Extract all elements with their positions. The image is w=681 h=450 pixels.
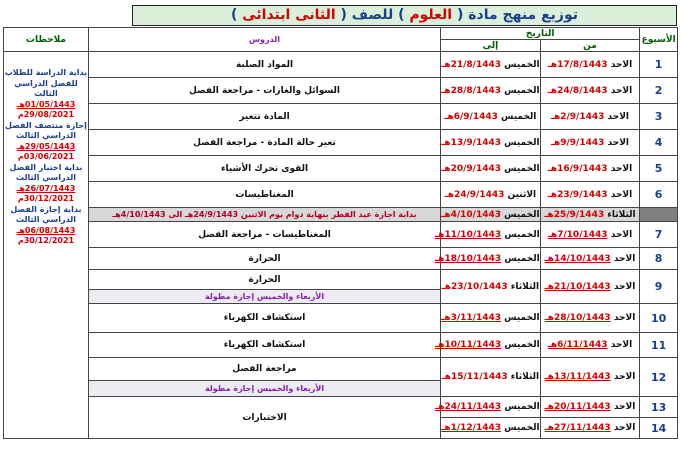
week-number: 6 [640, 182, 678, 208]
from-date: 25/9/1443هـ [544, 209, 605, 220]
to-date-cell [441, 208, 541, 222]
from-day: الاحد [613, 253, 636, 264]
week-number: 13 [640, 397, 678, 418]
lesson-cell: السوائل والغازات - مراجعة الفصل [88, 78, 440, 104]
from-day: الثلاثاء [607, 209, 636, 220]
note-vacation-text: بداية إجازة الفصل الدراسي الثالث [10, 204, 82, 224]
to-date: 24/11/1443هـ [435, 402, 502, 412]
to-date: 6/9/1443هـ [444, 111, 498, 122]
header-week: الأسبوع [640, 28, 678, 52]
table-row [4, 52, 678, 78]
from-date-cell [540, 418, 640, 439]
note-midterm-text: إجازة منتصف الفصل الدراسي الثالث [5, 120, 87, 140]
lesson-cell: المغناطيسات [88, 182, 440, 208]
from-day: الاحد [607, 137, 630, 148]
from-date: 14/10/1443هـ [544, 253, 611, 264]
from-date-cell [540, 52, 640, 78]
to-date-cell [441, 156, 541, 182]
to-date: 11/10/1443هـ [435, 229, 502, 240]
to-date: 1/12/1443هـ [441, 423, 502, 433]
to-day: الخميس [504, 137, 540, 148]
notes-cell [4, 52, 89, 439]
from-date: 13/11/1443هـ [544, 372, 611, 382]
schedule-table [3, 27, 678, 439]
lesson-cell: تغير حالة المادة - مراجعة الفصل [88, 130, 440, 156]
to-day: الخميس [504, 313, 540, 323]
to-date: 4/10/1443هـ [441, 209, 502, 220]
to-date: 24/9/1443هـ [444, 189, 505, 200]
lesson-cell: الحرارة [88, 270, 440, 290]
from-date-cell [540, 222, 640, 248]
week-number: 1 [640, 52, 678, 78]
title-grade: الثانى ابتدائى [242, 7, 336, 23]
header-to: إلى [441, 40, 541, 52]
note-vacation-hijri: 06/08/1443هـ [16, 225, 76, 235]
week-number: 4 [640, 130, 678, 156]
to-day: الخميس [504, 423, 540, 433]
to-date: 15/11/1443هـ [441, 372, 508, 382]
week-number: 10 [640, 304, 678, 333]
from-date: 16/9/1443هـ [547, 163, 608, 174]
table-row [4, 222, 678, 248]
from-date-cell [540, 156, 640, 182]
from-date-cell [540, 270, 640, 304]
from-day: الاحد [613, 281, 636, 292]
from-date-cell [540, 304, 640, 333]
to-day: الخميس [504, 229, 540, 240]
lesson-cell: مراجعة الفصل [88, 358, 440, 381]
from-date-cell [540, 248, 640, 270]
to-date: 10/11/1443هـ [435, 340, 502, 350]
to-date: 20/9/1443هـ [441, 163, 502, 174]
to-date: 13/9/1443هـ [441, 137, 502, 148]
exams-cell: الاختبارات [88, 397, 440, 439]
from-date: 28/10/1443هـ [544, 313, 611, 323]
to-day: الخميس [504, 402, 540, 412]
to-day: الخميس [504, 163, 540, 174]
to-day: الثلاثاء [510, 372, 540, 382]
table-row [4, 248, 678, 270]
note-vacation-greg: 30/12/2021م [17, 236, 75, 245]
lesson-note-cell: الأربعاء والخميس إجازة مطولة [88, 290, 440, 304]
to-date-cell [441, 358, 541, 397]
to-day: الثلاثاء [510, 281, 540, 292]
note-exam-hijri: 26/07/1443هـ [16, 183, 76, 193]
week-number: 9 [640, 270, 678, 304]
to-day: الخميس [504, 209, 540, 220]
to-day: الخميس [504, 85, 540, 96]
holiday-text: بداية اجازة عيد الفطر بنهاية دوام يوم الاثنين 24/9/1443هـ الى 4/10/1443هـ [88, 208, 440, 222]
to-date-cell [435, 248, 541, 270]
to-date-cell [441, 182, 541, 208]
lesson-cell: المغناطيسات - مراجعة الفصل [88, 222, 440, 248]
title-prefix: توزيع منهج مادة ( [456, 7, 579, 23]
lesson-cell: الحرارة [88, 248, 440, 270]
note-start-greg: 29/08/2021م [17, 110, 75, 119]
from-date: 24/8/1443هـ [547, 85, 608, 96]
table-row [4, 304, 678, 333]
note-start-hijri: 01/05/1443هـ [16, 99, 76, 109]
week-number: 8 [640, 248, 678, 270]
table-row [4, 104, 678, 130]
from-day: الاحد [610, 189, 633, 200]
to-date: 3/11/1443هـ [441, 313, 502, 323]
from-date: 27/11/1443هـ [544, 423, 611, 433]
to-day: الخميس [504, 340, 540, 350]
header-date: التاريخ [441, 28, 640, 40]
week-number: 7 [640, 222, 678, 248]
from-date: 21/10/1443هـ [544, 281, 611, 292]
from-date: 6/11/1443هـ [547, 340, 608, 350]
to-day: الاثنين [507, 189, 537, 200]
from-date-cell [540, 358, 640, 397]
table-row [4, 270, 678, 290]
to-date-cell [441, 270, 541, 304]
from-date-cell [540, 333, 640, 358]
note-exam-greg: 30/12/2021م [17, 194, 75, 203]
to-date-cell [441, 304, 541, 333]
week-number: 14 [640, 418, 678, 439]
note-midterm-hijri: 29/05/1443هـ [16, 141, 76, 151]
header-lessons: الدروس [88, 28, 440, 52]
table-row [4, 130, 678, 156]
note-start-text: بداية الدراسة للطلاب للفصل الدراسي الثالث [4, 68, 88, 98]
from-date: 9/9/1443هـ [550, 137, 605, 148]
note-midterm-greg: 03/06/2021م [17, 152, 75, 161]
from-day: الاحد [610, 163, 633, 174]
to-date-cell [441, 130, 541, 156]
week-number: 5 [640, 156, 678, 182]
week-number: 11 [640, 333, 678, 358]
lesson-note-cell: الأربعاء والخميس إجازة مطولة [88, 381, 440, 397]
from-day: الاحد [610, 229, 633, 240]
from-date-cell [540, 130, 640, 156]
table-row [4, 182, 678, 208]
from-day: الاحد [610, 59, 633, 70]
title-suffix: ) [230, 7, 238, 23]
from-day: الاحد [607, 111, 630, 122]
lesson-cell: استكشاف الكهرباء [88, 304, 440, 333]
to-date-cell [435, 397, 541, 418]
from-day: الاحد [613, 402, 636, 412]
to-date-cell [435, 333, 541, 358]
table-row [4, 333, 678, 358]
holiday-row [4, 208, 678, 222]
from-date: 17/8/1443هـ [547, 59, 608, 70]
to-date-cell [441, 104, 541, 130]
header-notes: ملاحظات [4, 28, 89, 52]
from-day: الاحد [610, 340, 633, 350]
table-row [4, 156, 678, 182]
week-number: 2 [640, 78, 678, 104]
from-date-cell [540, 397, 640, 418]
table-row [4, 78, 678, 104]
header-from: من [540, 40, 640, 52]
to-day: الخميس [504, 253, 540, 264]
table-row [4, 358, 678, 381]
from-day: الاحد [613, 372, 636, 382]
to-date: 23/10/1443هـ [441, 281, 508, 292]
lesson-cell: المواد الصلبة [88, 52, 440, 78]
to-date-cell [441, 418, 541, 439]
from-day: الاحد [610, 85, 633, 96]
lesson-cell: القوى تحرك الأشياء [88, 156, 440, 182]
lesson-cell: استكشاف الكهرباء [88, 333, 440, 358]
to-date-cell [441, 52, 541, 78]
note-exam-text: بداية اختبار الفصل الدراسي الثالث [9, 162, 83, 182]
to-date-cell [435, 222, 541, 248]
week-number: 12 [640, 358, 678, 397]
from-day: الاحد [613, 313, 636, 323]
week-number: 3 [640, 104, 678, 130]
from-day: الاحد [613, 423, 636, 433]
to-date: 28/8/1443هـ [441, 85, 502, 96]
from-date-cell [540, 104, 640, 130]
to-date: 21/8/1443هـ [441, 59, 502, 70]
from-date: 23/9/1443هـ [547, 189, 608, 200]
to-date-cell [441, 78, 541, 104]
lesson-cell: المادة تتغير [88, 104, 440, 130]
to-day: الخميس [504, 59, 540, 70]
to-day: الخميس [501, 111, 537, 122]
week-number [640, 208, 678, 222]
from-date: 2/9/1443هـ [550, 111, 605, 122]
page-title [132, 5, 677, 26]
from-date-cell [540, 182, 640, 208]
table-row [4, 397, 678, 418]
from-date-cell [540, 78, 640, 104]
title-middle: ) للصف ( [340, 7, 405, 23]
from-date: 7/10/1443هـ [547, 229, 608, 240]
to-date: 18/10/1443هـ [435, 253, 502, 264]
from-date-cell [540, 208, 640, 222]
title-subject: العلوم [409, 7, 453, 23]
from-date: 20/11/1443هـ [544, 402, 611, 412]
